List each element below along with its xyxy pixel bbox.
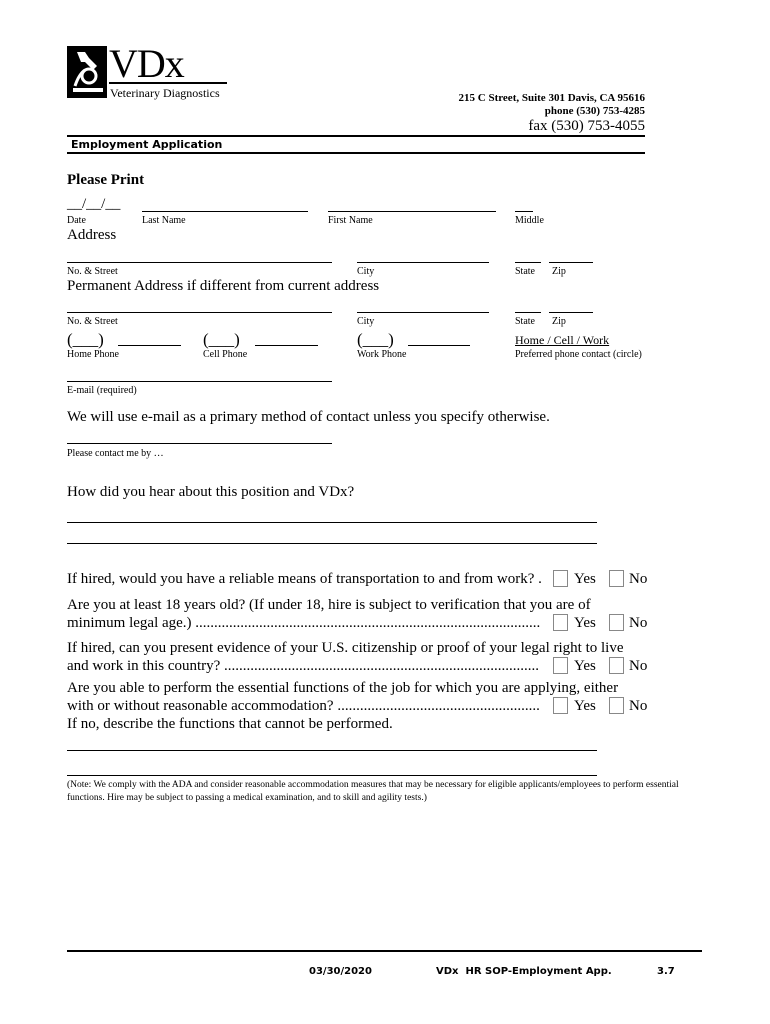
no-checkbox[interactable] xyxy=(609,697,624,714)
logo-rule xyxy=(109,82,227,84)
address-heading: Address xyxy=(67,227,117,243)
footer-page-number: 3.7 xyxy=(657,966,675,977)
yes-label: Yes xyxy=(574,571,596,587)
date-label: Date xyxy=(67,215,86,226)
microscope-logo-icon xyxy=(67,46,107,98)
header-rule-top xyxy=(67,135,645,137)
city-field[interactable] xyxy=(357,262,489,263)
home-phone-area[interactable]: (___) xyxy=(67,330,104,349)
footer-date: 03/30/2020 xyxy=(309,966,372,977)
middle-field[interactable] xyxy=(515,211,533,212)
company-phone: phone (530) 753-4285 xyxy=(544,105,645,117)
question-text-continued: and work in this country? .................................................................................... xyxy=(67,658,540,674)
hear-about-question: How did you hear about this position and VDx? xyxy=(67,484,355,500)
middle-label: Middle xyxy=(515,215,544,226)
work-phone-area[interactable]: (___) xyxy=(357,330,394,349)
cell-phone-field[interactable] xyxy=(255,345,318,346)
preferred-phone-label: Preferred phone contact (circle) xyxy=(515,349,642,360)
home-phone-label: Home Phone xyxy=(67,349,119,360)
yes-checkbox[interactable] xyxy=(553,570,568,587)
perm-zip-label: Zip xyxy=(552,316,566,327)
zip-label: Zip xyxy=(552,266,566,277)
logo-subtitle: Veterinary Diagnostics xyxy=(110,86,220,100)
perm-street-label: No. & Street xyxy=(67,316,118,327)
company-fax: fax (530) 753-4055 xyxy=(528,118,645,134)
perm-state-label: State xyxy=(515,316,535,327)
yes-checkbox[interactable] xyxy=(553,614,568,631)
no-checkbox[interactable] xyxy=(609,614,624,631)
please-print-heading: Please Print xyxy=(67,172,145,188)
question-text-continued: with or without reasonable accommodation? ...................................................... xyxy=(67,698,540,714)
company-address: 215 C Street, Suite 301 Davis, CA 95616 xyxy=(458,92,645,104)
vdx-logo xyxy=(67,41,229,102)
state-field[interactable] xyxy=(515,262,541,263)
last-name-field[interactable] xyxy=(142,211,308,212)
street-field[interactable] xyxy=(67,262,332,263)
perm-city-label: City xyxy=(357,316,375,327)
footer-rule xyxy=(67,950,702,952)
perm-state-field[interactable] xyxy=(515,312,541,313)
question-text: If hired, would you have a reliable means of transportation to and from work? . xyxy=(67,571,542,587)
ada-note: (Note: We comply with the ADA and consider reasonable accommodation measures that may be necessary for eligible applicants/employees to perform essential functions. Hire may be subject to passing a medical examination, and to skill and agility tests.) xyxy=(67,780,679,803)
first-name-label: First Name xyxy=(328,215,373,226)
yes-checkbox[interactable] xyxy=(553,697,568,714)
perm-address-heading: Permanent Address if different from current address xyxy=(67,278,380,294)
yes-label: Yes xyxy=(574,658,596,674)
state-label: State xyxy=(515,266,535,277)
email-note: We will use e-mail as a primary method of contact unless you specify otherwise. xyxy=(67,409,550,425)
contact-method-label: Please contact me by … xyxy=(67,448,164,459)
describe-line-1[interactable] xyxy=(67,750,597,751)
work-phone-label: Work Phone xyxy=(357,349,407,360)
no-label: No xyxy=(629,571,648,587)
perm-city-field[interactable] xyxy=(357,312,489,313)
home-phone-field[interactable] xyxy=(118,345,181,346)
no-label: No xyxy=(629,698,648,714)
cell-phone-area[interactable]: (___) xyxy=(203,330,240,349)
contact-method-field[interactable] xyxy=(67,443,332,444)
no-checkbox[interactable] xyxy=(609,657,624,674)
preferred-phone-choice[interactable]: Home / Cell / Work xyxy=(515,333,610,347)
first-name-field[interactable] xyxy=(328,211,496,212)
no-label: No xyxy=(629,658,648,674)
form-title: Employment Application xyxy=(71,138,223,151)
perm-zip-field[interactable] xyxy=(549,312,593,313)
question-text: Are you able to perform the essential functions of the job for which you are applying, either xyxy=(67,680,619,696)
yes-label: Yes xyxy=(574,615,596,631)
city-label: City xyxy=(357,266,375,277)
street-label: No. & Street xyxy=(67,266,118,277)
describe-functions-text: If no, describe the functions that cannot be performed. xyxy=(67,716,393,732)
date-field[interactable]: __/__/__ xyxy=(67,196,121,212)
perm-street-field[interactable] xyxy=(67,312,332,313)
header-rule-bottom xyxy=(67,152,645,154)
yes-label: Yes xyxy=(574,698,596,714)
email-label: E-mail (required) xyxy=(67,385,137,396)
hear-about-line-1[interactable] xyxy=(67,522,597,523)
footer-doc-name: VDx HR SOP-Employment App. xyxy=(436,966,612,977)
zip-field[interactable] xyxy=(549,262,593,263)
no-label: No xyxy=(629,615,648,631)
work-phone-field[interactable] xyxy=(408,345,470,346)
question-text-continued: minimum legal age.) ............................................................................................ xyxy=(67,615,541,631)
cell-phone-label: Cell Phone xyxy=(203,349,248,360)
no-checkbox[interactable] xyxy=(609,570,624,587)
question-text: If hired, can you present evidence of your U.S. citizenship or proof of your legal right to live xyxy=(67,640,624,656)
yes-checkbox[interactable] xyxy=(553,657,568,674)
last-name-label: Last Name xyxy=(142,215,186,226)
email-field[interactable] xyxy=(67,381,332,382)
logo-text: VDx xyxy=(109,41,184,86)
question-text: Are you at least 18 years old? (If under 18, hire is subject to verification that you are of xyxy=(67,597,591,613)
describe-line-2[interactable] xyxy=(67,775,597,776)
hear-about-line-2[interactable] xyxy=(67,543,597,544)
